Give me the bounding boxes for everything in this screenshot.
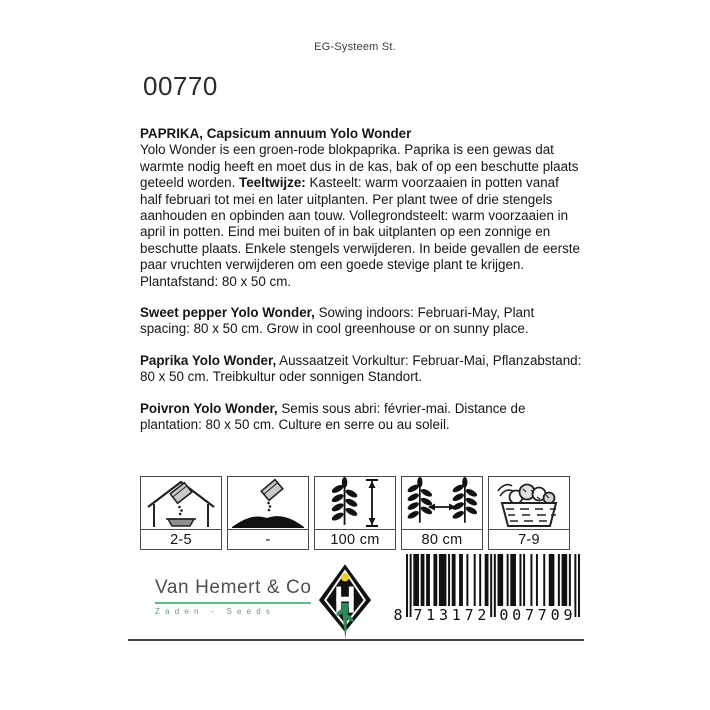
svg-text:7: 7 [524, 606, 535, 624]
system-label: EG-Systeem St. [314, 41, 396, 53]
description-en [140, 305, 582, 338]
description-nl-method-label: Teeltwijze: [239, 175, 306, 191]
description-fr-text: Semis sous abri: février-mai. Distance de plantation: 80 x 50 cm. Culture en serre ou au soleil. [140, 400, 526, 433]
pictogram-harvest [488, 476, 570, 550]
pictogram-sowing-indoors [140, 476, 222, 550]
pictogram-row [140, 476, 570, 550]
description-fr [140, 401, 582, 434]
sowing-months-value: 2-5 [170, 531, 192, 548]
svg-text:2: 2 [477, 606, 487, 624]
description-fr-lead: Poivron Yolo Wonder, [140, 400, 278, 416]
description-de-text: Aussaatzeit Vorkultur: Februar-Mai, Pflanzabstand: 80 x 50 cm. Treibkultur oder sonnigen Standort. [140, 352, 582, 385]
pictogram-sowing-outdoors [227, 476, 309, 550]
description-en-text: Sowing indoors: Februari-May, Plant spacing: 80 x 50 cm. Grow in cool greenhouse or on sunny place. [140, 305, 535, 337]
ean13-barcode [394, 554, 582, 624]
article-number: 00770 [143, 71, 218, 101]
harvest-basket-icon [489, 477, 569, 530]
outdoor-sowing-icon [228, 477, 308, 530]
description-nl [140, 142, 582, 290]
description-de [140, 353, 582, 386]
brand-name: Van Hemert & Co [155, 577, 312, 598]
svg-text:7: 7 [464, 606, 474, 624]
greenhouse-sowing-icon [141, 477, 221, 530]
pictogram-plant-height [314, 476, 396, 550]
description-de-lead: Paprika Yolo Wonder, [140, 352, 277, 368]
plant-height-icon [315, 477, 395, 530]
brand-block [155, 577, 313, 616]
svg-text:0: 0 [550, 606, 560, 624]
svg-text:3: 3 [438, 606, 449, 624]
svg-text:9: 9 [563, 606, 573, 624]
bottom-divider [128, 639, 584, 641]
svg-text:8: 8 [394, 606, 403, 624]
brand-tagline: Zaden - Seeds [155, 607, 276, 616]
svg-text:1: 1 [451, 606, 461, 624]
product-title-row [140, 126, 582, 142]
brand-underline [155, 602, 311, 604]
harvest-months-value: 7-9 [518, 531, 540, 548]
plant-height-value: 100 cm [330, 531, 380, 548]
svg-text:0: 0 [499, 606, 509, 624]
description-block [140, 126, 582, 434]
description-nl-intro: Yolo Wonder is een groen-rode blokpaprika. Paprika is een gewas dat warmte nodig heeft en moet dus in de kas, bak of op een beschutte plaats geteeld worden. [140, 142, 579, 191]
svg-text:1: 1 [426, 606, 436, 624]
pictogram-plant-spacing [401, 476, 483, 550]
van-hemert-diamond-logo-icon [316, 562, 374, 647]
plant-spacing-icon [402, 477, 482, 530]
svg-text:7: 7 [537, 606, 547, 624]
plant-spacing-value: 80 cm [421, 531, 463, 548]
description-en-lead: Sweet pepper Yolo Wonder, [140, 305, 315, 321]
svg-text:0: 0 [512, 606, 522, 624]
svg-text:7: 7 [413, 606, 423, 624]
outdoor-sowing-value: - [265, 531, 271, 548]
description-nl-method-text: Kasteelt: warm voorzaaien in potten vanaf half februari tot mei en later uitplanten. Per plant twee of drie stengels aanhouden en opbinden aan touw. Vollegrondsteelt: warm voorzaaien in april in potten. Eind mei buiten of in bak uitplanten op een zonnige en beschutte plaats. Enkele stengels verwijderen. In beide gevallen de eerste paar vruchten verwijderen om een goede stevige plant te krijgen. Plantafstand: 80 x 50 cm. [140, 175, 580, 289]
product-title: PAPRIKA, Capsicum annuum Yolo Wonder [140, 126, 412, 141]
